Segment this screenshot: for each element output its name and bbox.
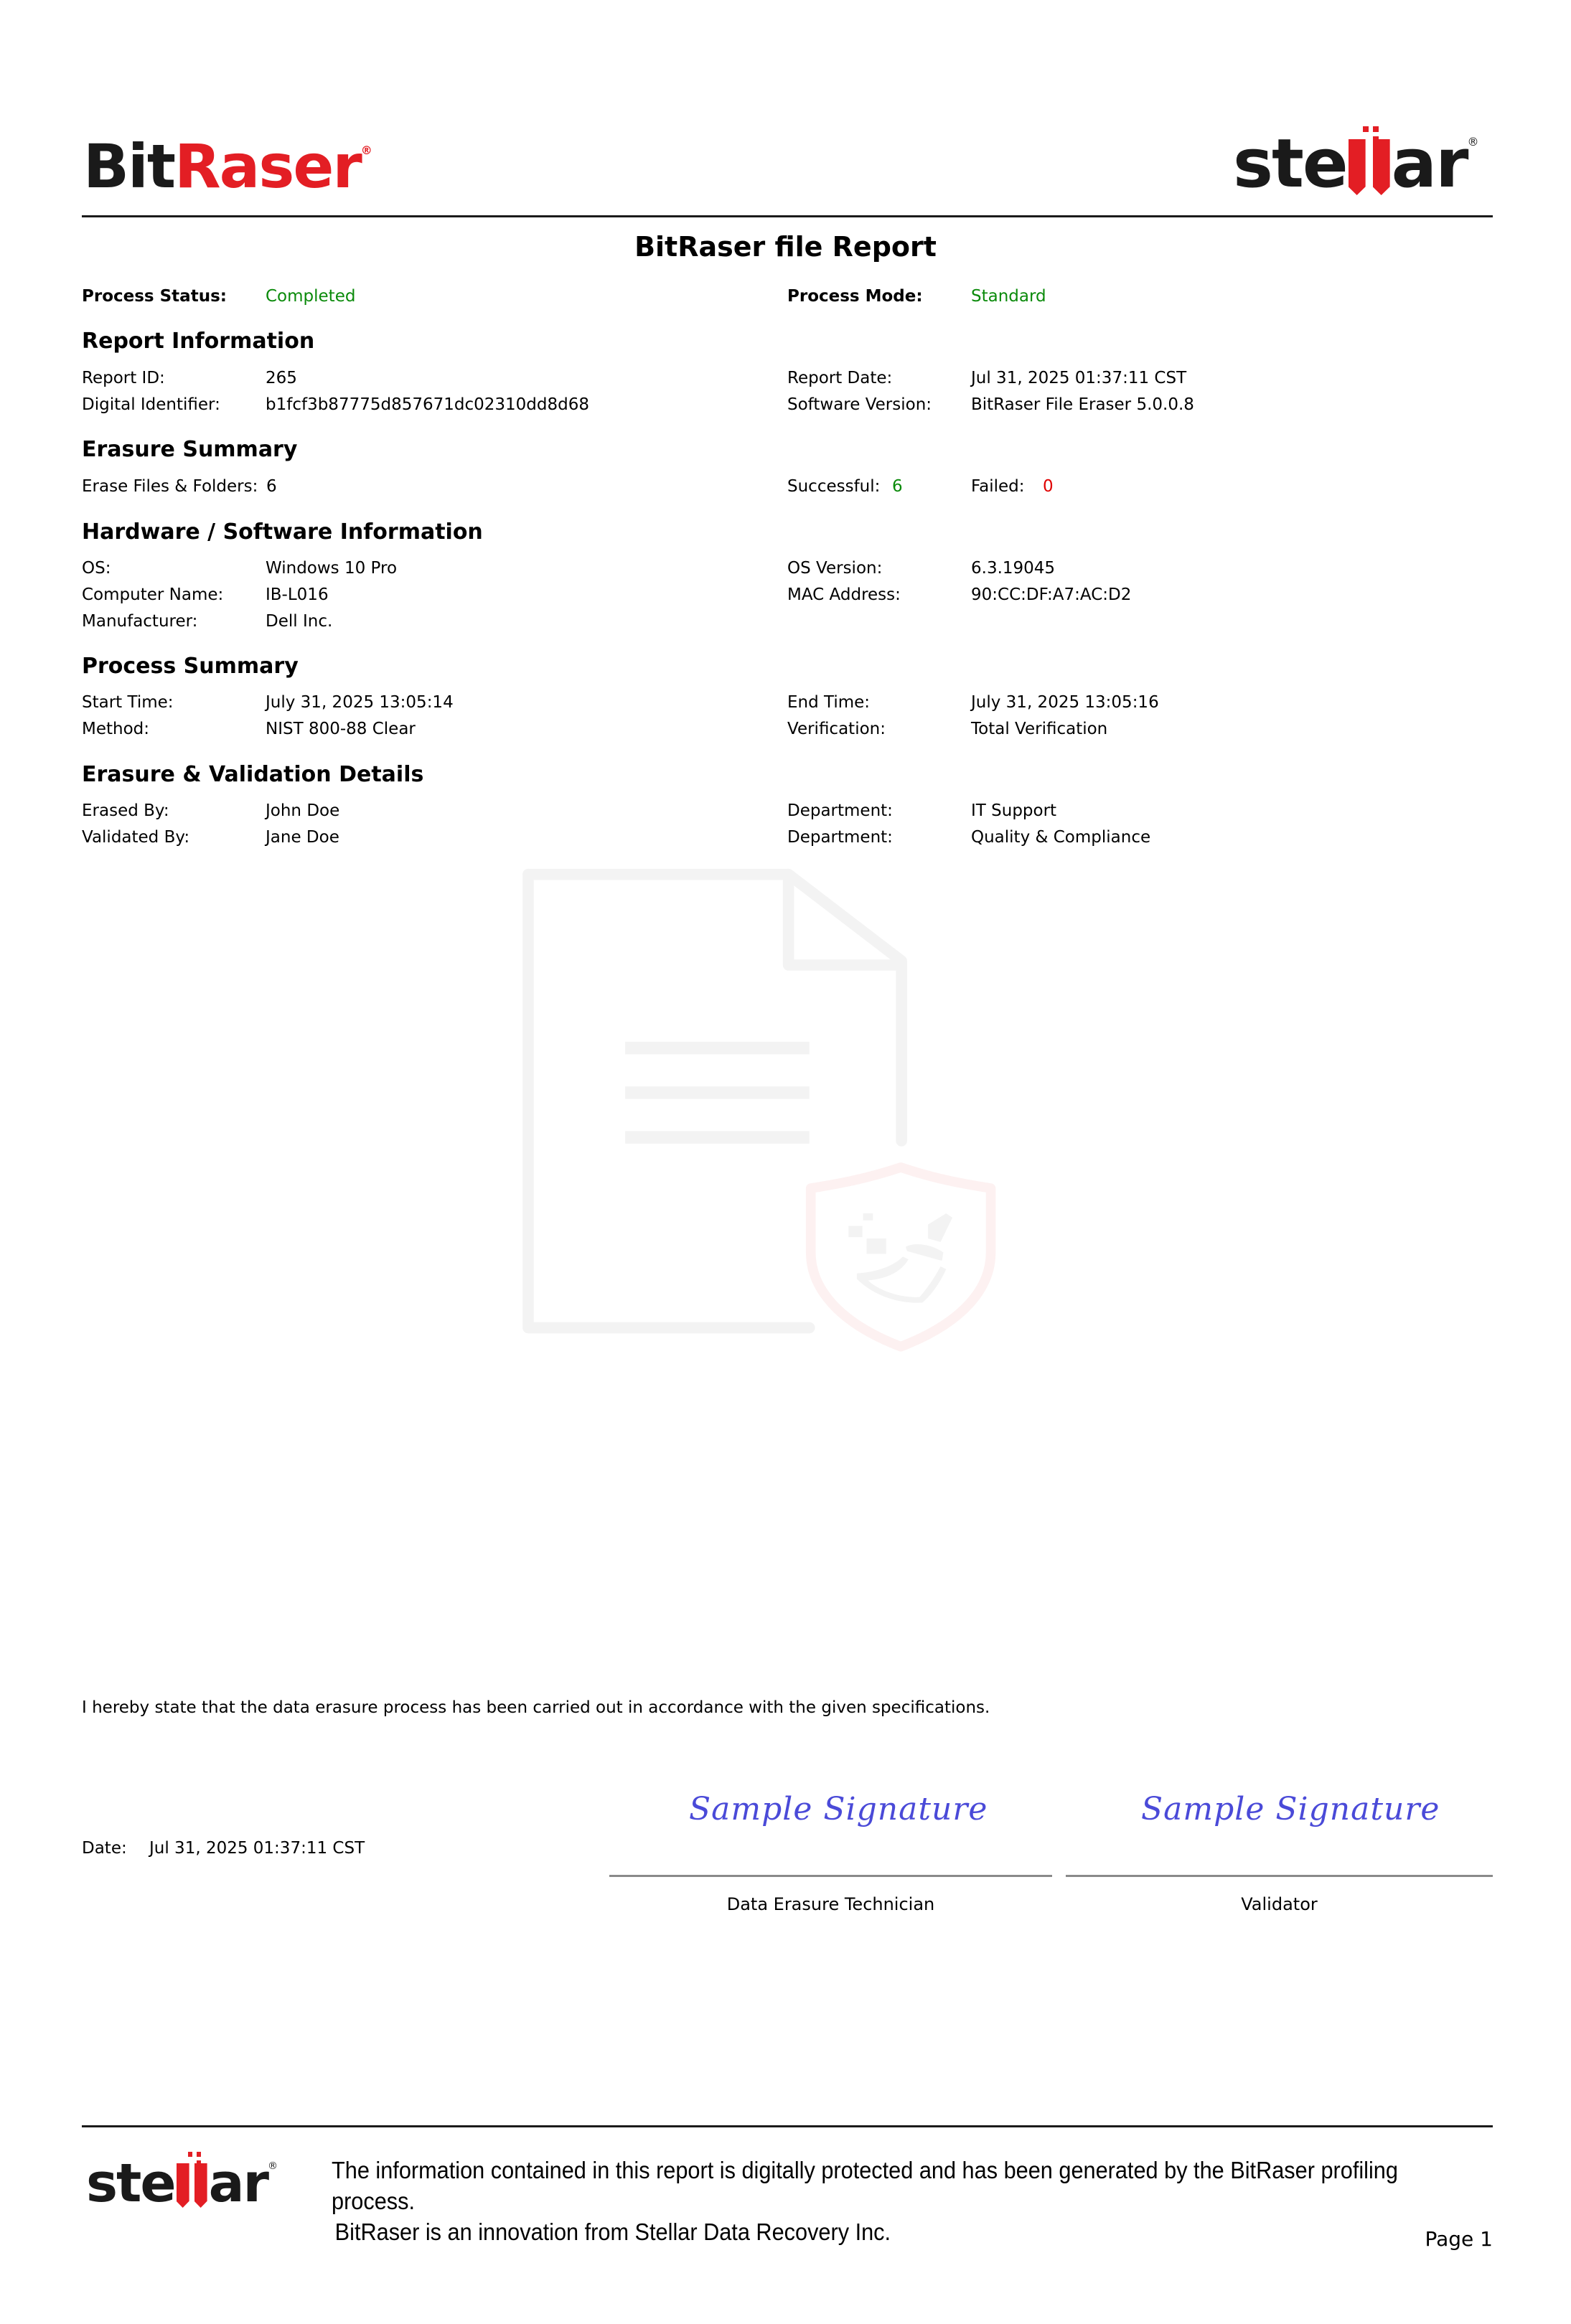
validated-by-label: Validated By: [82, 828, 190, 847]
software-version-label: Software Version: [787, 395, 932, 414]
section-heading-erasure-summary: Erasure Summary [82, 437, 298, 462]
os-version-value: 6.3.19045 [971, 559, 1056, 578]
process-status-label: Process Status: [82, 287, 227, 306]
os-version-label: OS Version: [787, 559, 883, 578]
footer-line-1: The information contained in this report is digitally protected and has been generated by the BitRaser profiling process. [332, 2157, 1398, 2214]
department-2-label: Department: [787, 828, 893, 847]
mac-address-value: 90:CC:DF:A7:AC:D2 [971, 585, 1132, 604]
validator-signature-line [1066, 1875, 1493, 1877]
method-label: Method: [82, 720, 150, 738]
date-value: Jul 31, 2025 01:37:11 CST [149, 1839, 365, 1858]
end-time-label: End Time: [787, 693, 871, 712]
section-heading-process-summary: Process Summary [82, 654, 299, 679]
os-label: OS: [82, 559, 111, 578]
computer-name-value: IB-L016 [266, 585, 329, 604]
section-heading-erasure-validation: Erasure & Validation Details [82, 762, 424, 787]
software-version-value: BitRaser File Eraser 5.0.0.8 [971, 395, 1194, 414]
logo-text-ste: ste [1233, 125, 1347, 203]
bitraser-logo [83, 131, 371, 202]
stellar-logo-header [1233, 125, 1479, 203]
department-2-value: Quality & Compliance [971, 828, 1151, 847]
header-divider [82, 215, 1493, 217]
failed-count: 0 [1043, 477, 1054, 496]
report-id-label: Report ID: [82, 369, 165, 387]
stellar-logo-footer [86, 2153, 278, 2214]
start-time-label: Start Time: [82, 693, 174, 712]
verification-label: Verification: [787, 720, 886, 738]
document-shield-watermark-icon [502, 861, 1005, 1421]
failed-label: Failed: [971, 477, 1025, 496]
successful-count: 6 [892, 477, 903, 496]
digital-identifier-value: b1fcf3b87775d857671dc02310dd8d68 [266, 395, 589, 414]
successful-label: Successful: [787, 477, 881, 496]
page-title: BitRaser file Report [634, 231, 937, 263]
validator-role-label: Validator [1241, 1894, 1318, 1914]
technician-role-label: Data Erasure Technician [726, 1894, 935, 1914]
footer-logo-text-ste: ste [86, 2153, 175, 2214]
footer-divider [82, 2125, 1493, 2127]
erased-by-label: Erased By: [82, 801, 169, 820]
report-id-value: 265 [266, 369, 297, 387]
erase-files-value: 6 [266, 477, 277, 496]
end-time-value: July 31, 2025 13:05:16 [971, 693, 1159, 712]
logo-text-raser: Raser [174, 131, 361, 202]
validator-signature: Sample Signature [1141, 1791, 1440, 1827]
section-heading-report-information: Report Information [82, 329, 315, 354]
logo-text-bit: Bit [83, 131, 174, 202]
date-label: Date: [82, 1839, 127, 1858]
technician-signature-line [609, 1875, 1052, 1877]
os-value: Windows 10 Pro [266, 559, 398, 578]
validated-by-value: Jane Doe [266, 828, 339, 847]
process-status-value: Completed [266, 287, 356, 306]
manufacturer-value: Dell Inc. [266, 612, 333, 631]
computer-name-label: Computer Name: [82, 585, 224, 604]
page-number: Page 1 [1425, 2227, 1493, 2251]
department-1-value: IT Support [971, 801, 1057, 820]
footer-line-2: BitRaser is an innovation from Stellar Data Recovery Inc. [334, 2218, 891, 2245]
registered-mark: ® [1467, 135, 1479, 149]
process-mode-value: Standard [971, 287, 1046, 306]
registered-mark: ® [360, 144, 371, 157]
mac-address-label: MAC Address: [787, 585, 901, 604]
report-date-value: Jul 31, 2025 01:37:11 CST [971, 369, 1187, 387]
registered-mark: ® [268, 2160, 278, 2172]
footer-logo-text-ar: ar [208, 2153, 268, 2214]
erase-files-label: Erase Files & Folders: [82, 477, 258, 496]
manufacturer-label: Manufacturer: [82, 612, 198, 631]
section-heading-hardware-software: Hardware / Software Information [82, 519, 483, 545]
declaration-text: I hereby state that the data erasure process has been carried out in accordance with the given specifications. [82, 1698, 990, 1717]
logo-text-ar: ar [1391, 125, 1468, 203]
process-mode-label: Process Mode: [787, 287, 923, 306]
stellar-bars-icon [177, 2163, 207, 2208]
footer-disclaimer [332, 2155, 1484, 2248]
stellar-bars-icon [1349, 139, 1390, 195]
start-time-value: July 31, 2025 13:05:14 [266, 693, 454, 712]
verification-value: Total Verification [971, 720, 1108, 738]
department-1-label: Department: [787, 801, 893, 820]
erased-by-value: John Doe [266, 801, 340, 820]
technician-signature: Sample Signature [689, 1791, 988, 1827]
report-date-label: Report Date: [787, 369, 893, 387]
method-value: NIST 800-88 Clear [266, 720, 416, 738]
digital-identifier-label: Digital Identifier: [82, 395, 220, 414]
